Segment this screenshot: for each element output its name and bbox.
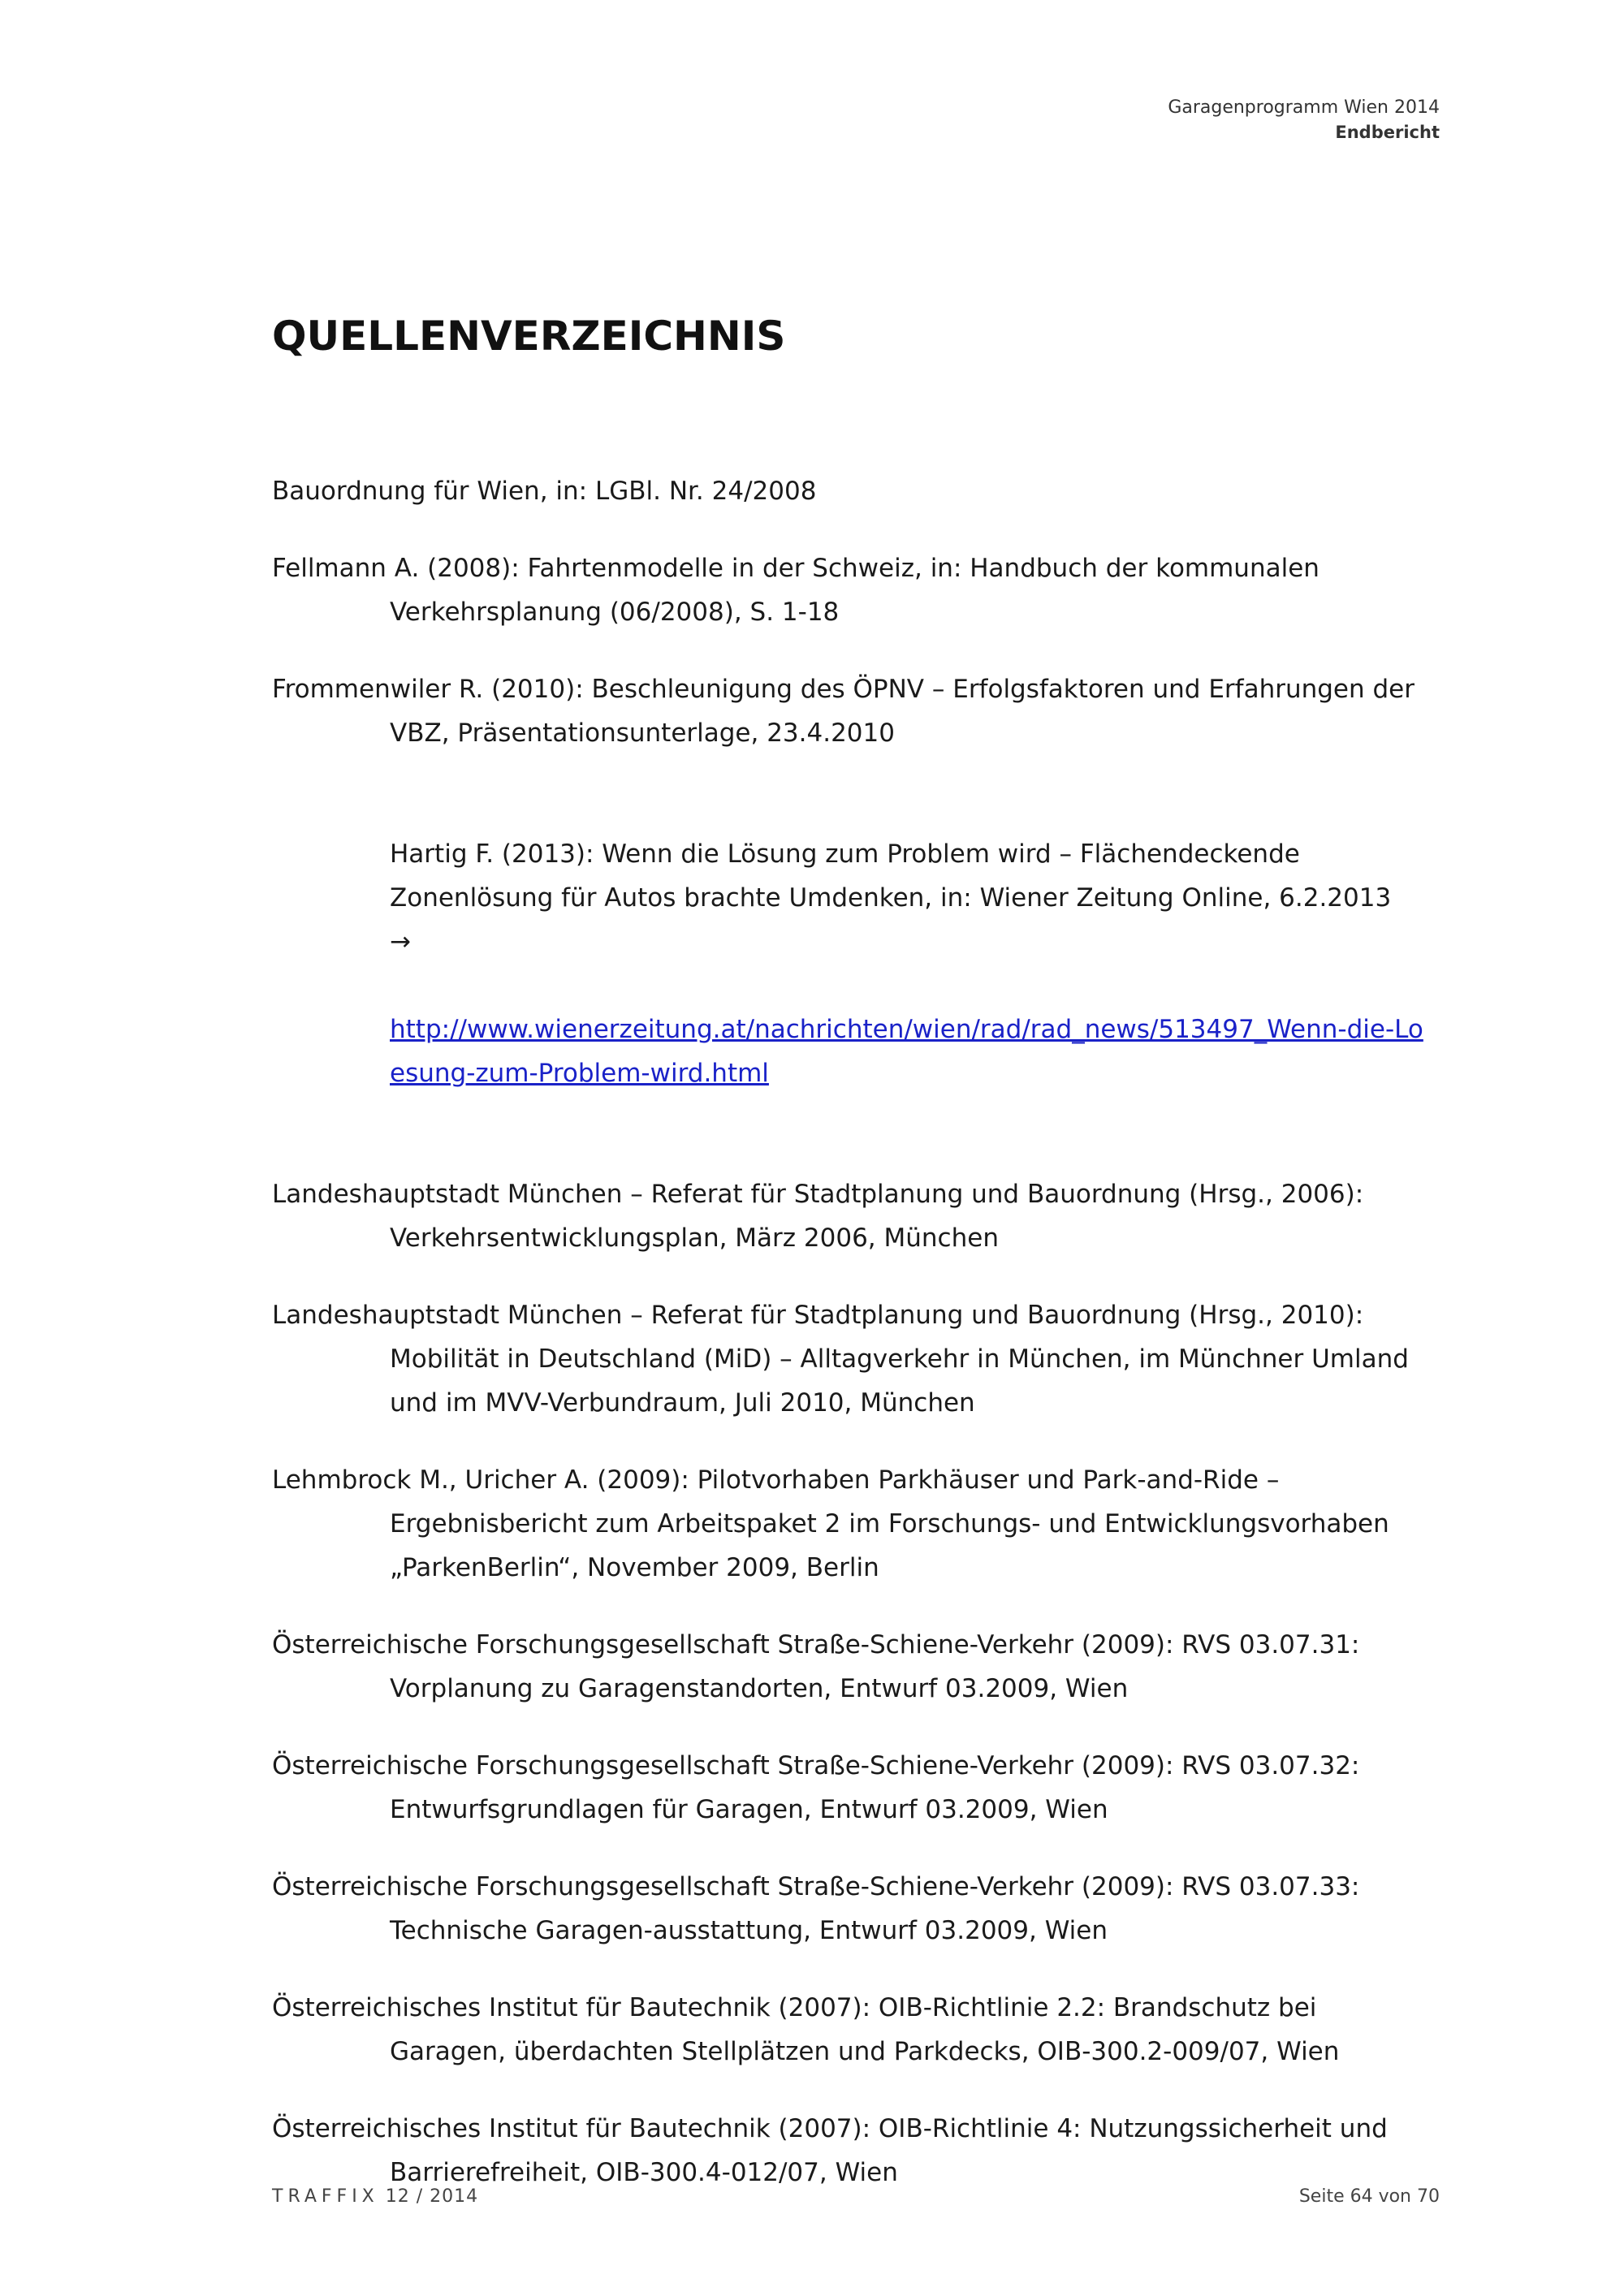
reference-item — [272, 1172, 1425, 1260]
reference-text: Landeshauptstadt München – Referat für Stadtplanung und Bauordnung (Hrsg., 2010): Mobilität in Deutschland (MiD) – Alltagverkehr in München, im Münchner Umland und im MVV-Verbundraum, Juli 2010, München — [272, 1301, 1409, 1418]
footer-brand: TRAFFIX — [272, 2186, 379, 2207]
reference-text: Lehmbrock M., Uricher A. (2009): Pilotvorhaben Parkhäuser und Park-and-Ride – Ergebnisbericht zum Arbeitspaket 2 im Forschungs- und Entwicklungsvorhaben „ParkenBerlin“, November 2009, Berlin — [272, 1465, 1389, 1582]
page-footer-left — [272, 2186, 478, 2207]
reference-item — [272, 1623, 1425, 1711]
reference-item — [272, 1458, 1425, 1590]
reference-item — [272, 546, 1425, 634]
page-number: Seite 64 von 70 — [1298, 2186, 1440, 2207]
reference-item — [272, 667, 1425, 755]
arrow-right-icon: → — [390, 927, 411, 956]
footer-date: 12 / 2014 — [385, 2186, 479, 2207]
header-subtitle: Endbericht — [1335, 123, 1440, 142]
reference-text: Österreichisches Institut für Bautechnik (2007): OIB-Richtlinie 4: Nutzungssicherheit und Barrierefreiheit, OIB-300.4-012/07, Wien — [272, 2114, 1388, 2187]
reference-text: Landeshauptstadt München – Referat für Stadtplanung und Bauordnung (Hrsg., 2006): Verkehrsentwicklungsplan, März 2006, München — [272, 1180, 1364, 1253]
reference-text: Österreichische Forschungsgesellschaft Straße-Schiene-Verkehr (2009): RVS 03.07.31: Vorplanung zu Garagenstandorten, Entwurf 03.2009, Wien — [272, 1630, 1360, 1703]
reference-list — [272, 469, 1425, 2228]
reference-link[interactable]: http://www.wienerzeitung.at/nachrichten/wien/rad/rad_news/513497_Wenn-die-Loesung-zum-Problem-wird.html — [390, 1015, 1423, 1088]
reference-text: Österreichisches Institut für Bautechnik (2007): OIB-Richtlinie 2.2: Brandschutz bei Garagen, überdachten Stellplätzen und Parkdecks, OIB-300.2-009/07, Wien — [272, 1993, 1340, 2066]
reference-text: Österreichische Forschungsgesellschaft Straße-Schiene-Verkehr (2009): RVS 03.07.33: Technische Garagen-ausstattung, Entwurf 03.2009, Wien — [272, 1872, 1360, 1945]
reference-text: Frommenwiler R. (2010): Beschleunigung des ÖPNV – Erfolgsfaktoren und Erfahrungen der VBZ, Präsentationsunterlage, 23.4.2010 — [272, 675, 1415, 748]
reference-item — [272, 1293, 1425, 1425]
header-title: Garagenprogramm Wien 2014 — [1168, 97, 1440, 118]
reference-text: Fellmann A. (2008): Fahrtenmodelle in der Schweiz, in: Handbuch der kommunalen Verkehrsplanung (06/2008), S. 1-18 — [272, 554, 1320, 627]
reference-item — [272, 1744, 1425, 1832]
reference-text: Hartig F. (2013): Wenn die Lösung zum Problem wird – Flächendeckende Zonenlösung für Autos brachte Umdenken, in: Wiener Zeitung Online, 6.2.2013 — [390, 839, 1392, 913]
page-header — [1168, 96, 1440, 145]
reference-item — [272, 788, 1425, 1139]
reference-item — [272, 2107, 1425, 2195]
reference-item — [272, 1865, 1425, 1953]
reference-item — [272, 1986, 1425, 2074]
reference-text: Österreichische Forschungsgesellschaft Straße-Schiene-Verkehr (2009): RVS 03.07.32: Entwurfsgrundlagen für Garagen, Entwurf 03.2009, Wien — [272, 1751, 1360, 1824]
reference-text: Bauordnung für Wien, in: LGBl. Nr. 24/2008 — [272, 477, 817, 506]
reference-item — [272, 469, 1425, 513]
page-title: QUELLENVERZEICHNIS — [272, 313, 786, 360]
